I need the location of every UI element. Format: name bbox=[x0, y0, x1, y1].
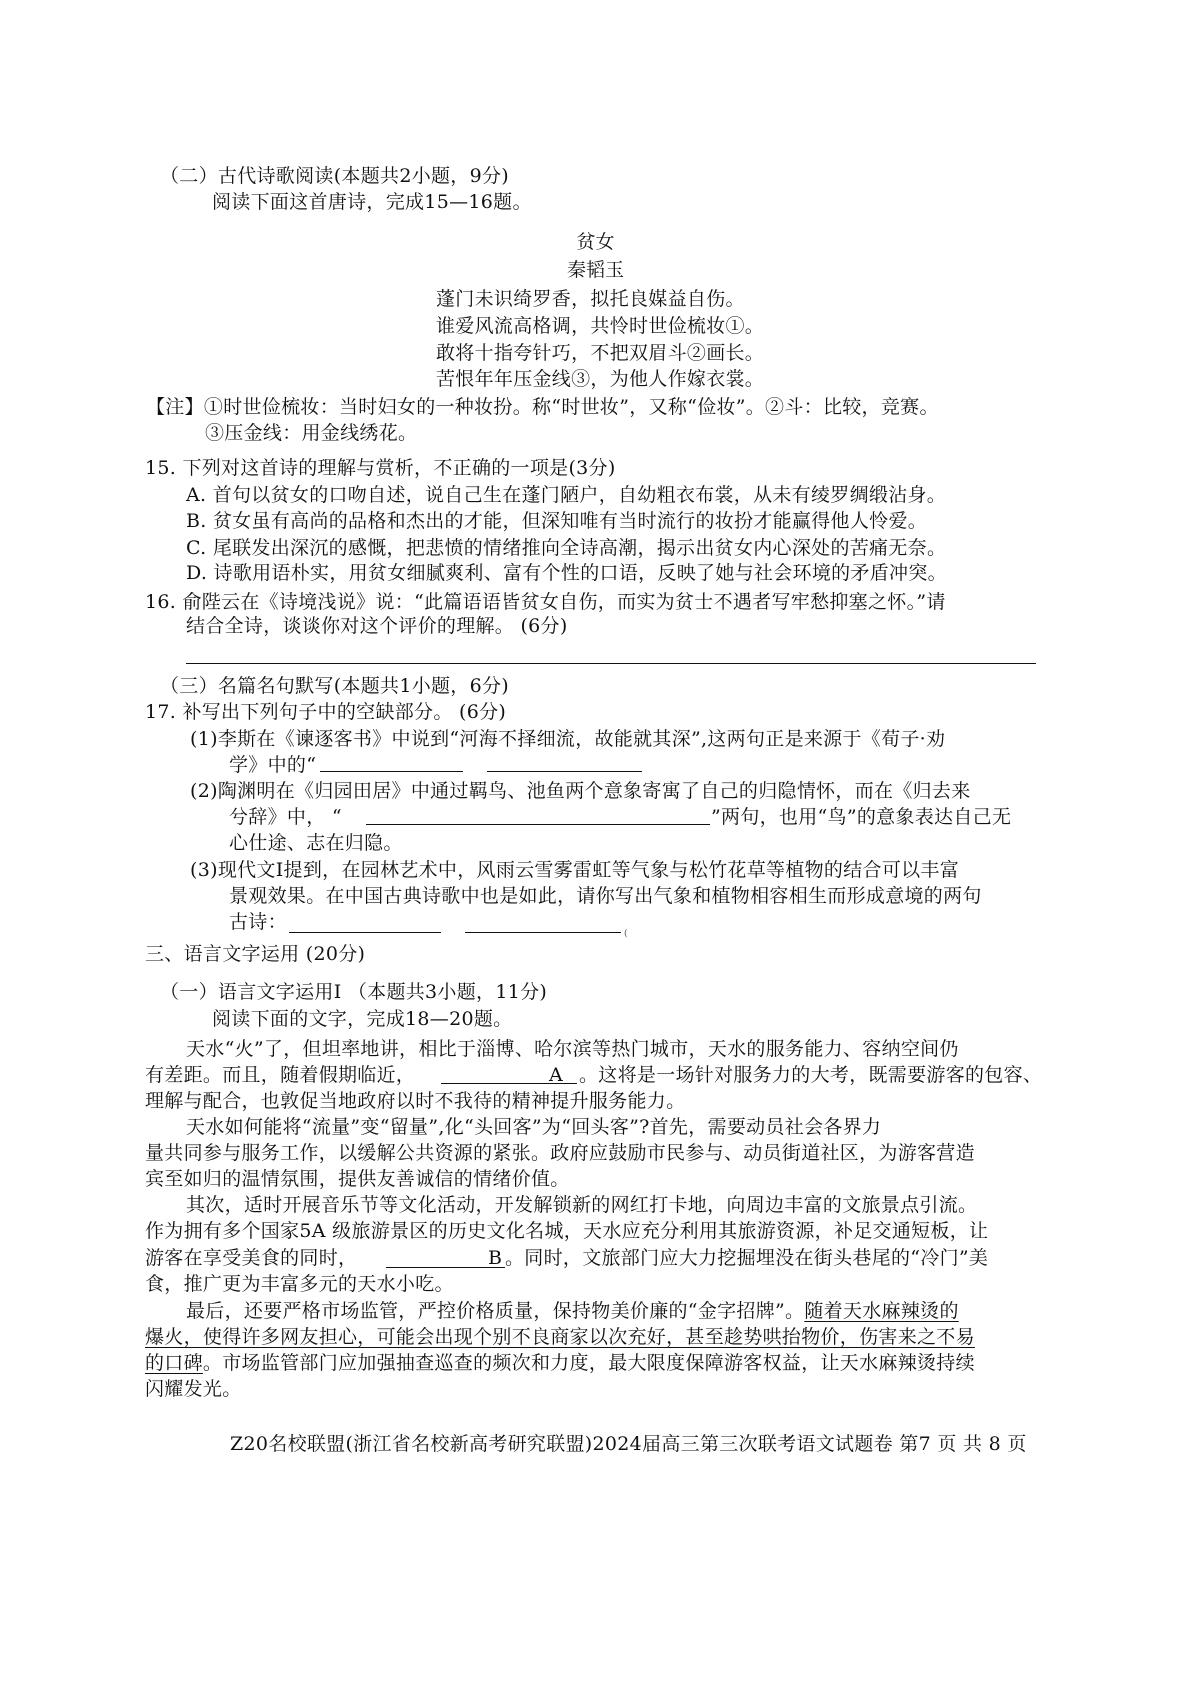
passage-line: 量共同参与服务工作，以缓解公共资源的紧张。政府应鼓励市民参与、动员街道社区，为游客营造 bbox=[145, 1142, 975, 1164]
q17-part3-line: (3)现代文Ⅰ提到，在园林艺术中，风雨云雪雾雷虹等气象与松竹花草等植物的结合可以丰富 bbox=[190, 859, 960, 881]
passage-line: 。这将是一场针对服务力的大考，既需要游客的包容、 bbox=[579, 1064, 1043, 1086]
passage-line: 游客在享受美食的同时， bbox=[145, 1247, 358, 1269]
option-b: B. 贫女虽有高尚的品格和杰出的才能，但深知唯有当时流行的妆扮才能赢得他人怜爱。 bbox=[186, 510, 928, 532]
q17-part2-line: ”两句，也用“鸟”的意象表达自己无 bbox=[711, 806, 1012, 828]
passage-line: 理解与配合，也敦促当地政府以时不我待的精神提升服务能力。 bbox=[145, 1090, 686, 1112]
fill-blank[interactable] bbox=[487, 771, 642, 772]
blank-label-b: B bbox=[488, 1247, 502, 1269]
passage-line: 天水“火”了，但坦率地讲，相比于淄博、哈尔滨等热门城市，天水的服务能力、容纳空间仍 bbox=[186, 1038, 959, 1060]
passage-line: 作为拥有多个国家5A 级旅游景区的历史文化名城，天水应充分利用其旅游资源，补足交通短板，让 bbox=[145, 1220, 989, 1242]
note-line: ③压金线：用金线绣花。 bbox=[205, 422, 418, 444]
passage-text: 。市场监管部门应加强抽查巡查的频次和力度，最大限度保障游客权益，让天水麻辣烫持续 bbox=[202, 1352, 975, 1374]
q17-part2-line: (2)陶渊明在《归园田居》中通过羁鸟、池鱼两个意象寄寓了自己的归隐情怀，而在《归去来 bbox=[190, 780, 971, 802]
passage-line: 有差距。而且，随着假期临近， bbox=[145, 1064, 416, 1086]
part-heading: 三、语言文字运用 (20分) bbox=[145, 943, 366, 965]
poem-author: 秦韬玉 bbox=[566, 259, 624, 281]
question-15-stem: 15. 下列对这首诗的理解与赏析，不正确的一项是(3分) bbox=[145, 457, 616, 479]
fill-blank[interactable] bbox=[320, 771, 463, 772]
page-footer: Z20名校联盟(浙江省名校新高考研究联盟)2024届高三第三次联考语文试题卷 第7 页 共 8 页 bbox=[230, 1433, 1027, 1455]
section-heading: （一）语言文字运用Ⅰ （本题共3小题，11分) bbox=[160, 981, 548, 1003]
passage-line: 。同时，文旅部门应大力挖掘埋没在街头巷尾的“冷门”美 bbox=[505, 1247, 989, 1269]
stray-mark: ( bbox=[624, 929, 628, 939]
note-line: 【注】①时世俭梳妆：当时妇女的一种妆扮。称“时世妆”，又称“俭妆”。②斗：比较，竞赛。 bbox=[146, 396, 939, 418]
q17-part2-line: 心仕途、志在归隐。 bbox=[229, 832, 403, 854]
q17-part3-line: 古诗： bbox=[229, 911, 287, 933]
section-heading: （二）古代诗歌阅读(本题共2小题，9分) bbox=[160, 165, 510, 187]
poem-line: 苦恨年年压金线③，为他人作嫁衣裳。 bbox=[436, 368, 765, 390]
instruction: 阅读下面的文字，完成18—20题。 bbox=[212, 1008, 513, 1030]
option-c: C. 尾联发出深沉的感慨，把悲愤的情绪推向全诗高潮，揭示出贫女内心深处的苦痛无奈。 bbox=[186, 537, 947, 559]
instruction: 阅读下面这首唐诗，完成15—16题。 bbox=[212, 191, 532, 213]
passage-line bbox=[145, 1350, 975, 1376]
underlined-sentence: 爆火，使得许多网友担心，可能会出现个别不良商家以次充好，甚至趁势哄抬物价，伤害来之不易 bbox=[145, 1326, 975, 1348]
fill-blank[interactable] bbox=[465, 932, 621, 933]
passage-text: 最后，还要严格市场监管，严控价格质量，保持物美价廉的“金字招牌”。 bbox=[186, 1300, 805, 1322]
poem-line: 蓬门未识绮罗香，拟托良媒益自伤。 bbox=[436, 288, 745, 310]
q17-part1-line: 学》中的“ bbox=[229, 754, 317, 776]
q17-part2-line: 兮辞》中， “ bbox=[229, 806, 342, 828]
option-d: D. 诗歌用语朴实，用贫女细腻爽利、富有个性的口语，反映了她与社会环境的矛盾冲突。 bbox=[186, 562, 947, 584]
poem-line: 谁爱风流高格调，共怜时世俭梳妆①。 bbox=[436, 315, 765, 337]
passage-line: 闪耀发光。 bbox=[145, 1378, 242, 1400]
passage-line bbox=[186, 1298, 959, 1324]
poem-title: 贫女 bbox=[576, 231, 615, 253]
option-a: A. 首句以贫女的口吻自述，说自己生在蓬门陋户，自幼粗衣布裳，从未有绫罗绸缎沾身。 bbox=[186, 484, 947, 506]
question-17-stem: 17. 补写出下列句子中的空缺部分。 (6分) bbox=[145, 701, 507, 723]
fill-blank[interactable] bbox=[366, 824, 710, 825]
passage-line: 食，推广更为丰富多元的天水小吃。 bbox=[145, 1273, 454, 1295]
question-16-line: 结合全诗，谈谈你对这个评价的理解。 (6分) bbox=[186, 615, 568, 637]
blank-label-a: A bbox=[549, 1064, 563, 1086]
poem-line: 敢将十指夸针巧，不把双眉斗②画长。 bbox=[436, 342, 765, 364]
section-heading: （三）名篇名句默写(本题共1小题，6分) bbox=[160, 675, 510, 697]
passage-line: 天水如何能将“流量”变“留量”,化“头回客”为“回头客”?首先，需要动员社会各界力 bbox=[186, 1116, 882, 1138]
q17-part1-line: (1)李斯在《谏逐客书》中说到“河海不择细流，故能就其深”,这两句正是来源于《荀子·劝 bbox=[190, 728, 946, 750]
fill-blank[interactable] bbox=[289, 932, 441, 933]
passage-line: 其次，适时开展音乐节等文化活动，开发解锁新的网红打卡地，向周边丰富的文旅景点引流。 bbox=[186, 1194, 978, 1216]
underlined-sentence: 随着天水麻辣烫的 bbox=[804, 1300, 959, 1322]
passage-line: 宾至如归的温情氛围，提供友善诚信的情绪价值。 bbox=[145, 1168, 570, 1190]
q17-part3-line: 景观效果。在中国古典诗歌中也是如此，请你写出气象和植物相容相生而形成意境的两句 bbox=[229, 885, 982, 907]
underlined-sentence: 的口碑 bbox=[145, 1352, 203, 1374]
question-16-line: 16. 俞陛云在《诗境浅说》说：“此篇语语皆贫女自伤，而实为贫士不遇者写牢愁抑塞之怀。”请 bbox=[145, 591, 946, 613]
answer-line[interactable] bbox=[186, 663, 1036, 664]
